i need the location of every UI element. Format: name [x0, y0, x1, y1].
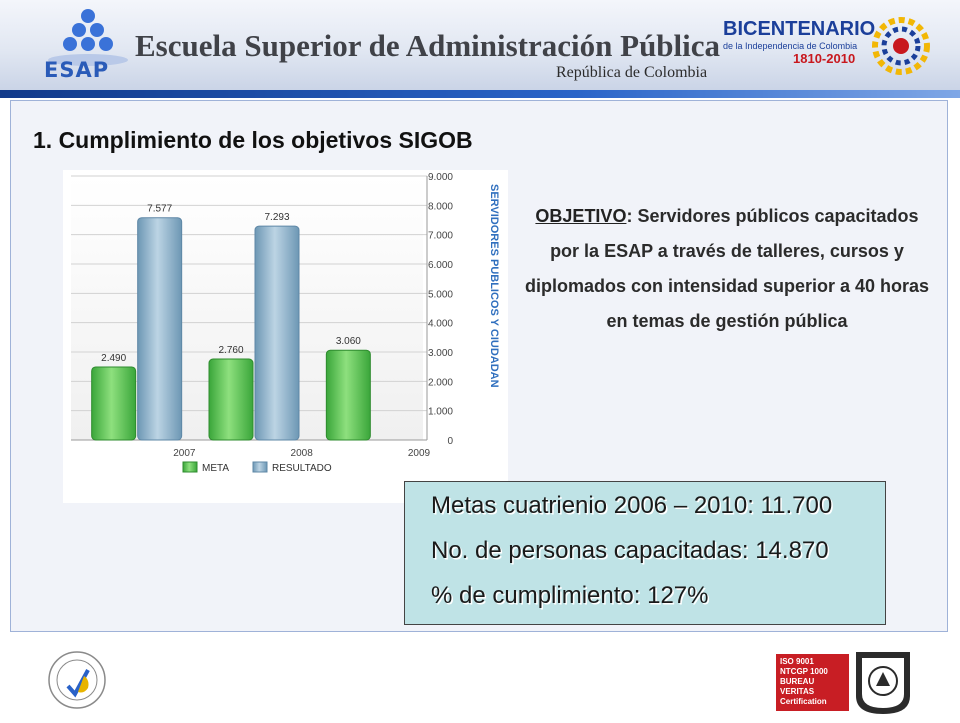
- x-tick-label: 2008: [290, 448, 313, 459]
- x-tick-label: 2009: [407, 448, 431, 459]
- x-tick-label: 2007: [173, 448, 196, 459]
- y-tick-label: 6.000: [427, 260, 453, 271]
- bar-resultado-2007: [138, 218, 182, 440]
- stats-box: [404, 481, 886, 625]
- institution-name: Escuela Superior de Administración Pública: [135, 28, 721, 63]
- bar-meta-2009: [326, 350, 370, 440]
- header-stripe: [0, 90, 960, 98]
- stat-capacitadas: No. de personas capacitadas: 14.870: [431, 537, 829, 564]
- y-tick-label: 7.000: [427, 230, 453, 242]
- chart-svg: [63, 170, 508, 503]
- data-label: 7.293: [264, 212, 290, 224]
- data-label: 7.577: [147, 203, 173, 215]
- objective-description: : Servidores públicos capacitados por la ESAP a través de talleres, cursos y diplomados con intensidad superior a 40 horas en temas de gestión pública: [524, 206, 930, 331]
- cert-line: ISO 9001: [780, 657, 814, 666]
- esap-logo-text: ESAP: [44, 58, 110, 82]
- data-label: 2.760: [218, 345, 244, 357]
- bar-meta-2008: [209, 359, 253, 440]
- legend-swatch-resultado: [253, 462, 267, 472]
- data-label: 2.490: [101, 352, 127, 364]
- data-label: 3.060: [335, 336, 361, 348]
- y-tick-label: 0: [447, 436, 453, 447]
- objective-label: OBJETIVO: [535, 206, 627, 226]
- bicentenario-years: 1810-2010: [793, 51, 856, 66]
- y-tick-label: 5.000: [427, 289, 453, 301]
- y-tick-label: 4.000: [427, 318, 453, 330]
- cert-line: BUREAU VERITAS: [780, 677, 815, 696]
- y-tick-label: 2.000: [427, 377, 453, 389]
- y-tick-label: 9.000: [427, 172, 453, 183]
- cert-line: Certification: [780, 697, 827, 706]
- y-tick-label: 8.000: [427, 201, 453, 213]
- bicentenario-logo: [723, 18, 876, 78]
- y-axis-title: SERVIDORES PUBLICOS Y CIUDADAN: [488, 184, 500, 388]
- y-tick-label: 3.000: [427, 348, 453, 359]
- bicentenario-subtitle: de la Independencia de Colombia: [723, 41, 858, 51]
- institution-country: República de Colombia: [556, 64, 708, 81]
- bureau-veritas-certificate: [776, 654, 850, 721]
- bar-meta-2007: [92, 367, 136, 440]
- y-tick-label: 1.000: [427, 406, 453, 418]
- cert-line: NTCGP 1000: [780, 667, 828, 676]
- bar-resultado-2008: [255, 226, 299, 440]
- gestion-calidad-seal-icon: [38, 650, 116, 714]
- legend-swatch-meta: [183, 462, 197, 472]
- bicentenario-title: BICENTENARIO: [723, 18, 876, 40]
- stat-cumplimiento: % de cumplimiento: 127%: [431, 582, 709, 609]
- cert-code: N°CO230494 / N°GP0041: [780, 715, 850, 721]
- bureau-veritas-seal-icon: [852, 648, 914, 716]
- objective-text: [522, 199, 932, 339]
- stat-metas: Metas cuatrienio 2006 – 2010: 11.700: [431, 492, 833, 519]
- legend-label: META: [202, 463, 230, 474]
- slide-title: 1. Cumplimiento de los objetivos SIGOB: [33, 127, 473, 153]
- legend-label: RESULTADO: [272, 463, 332, 474]
- bicentenario-emblem-icon: [866, 8, 936, 84]
- bar-chart: [63, 170, 508, 503]
